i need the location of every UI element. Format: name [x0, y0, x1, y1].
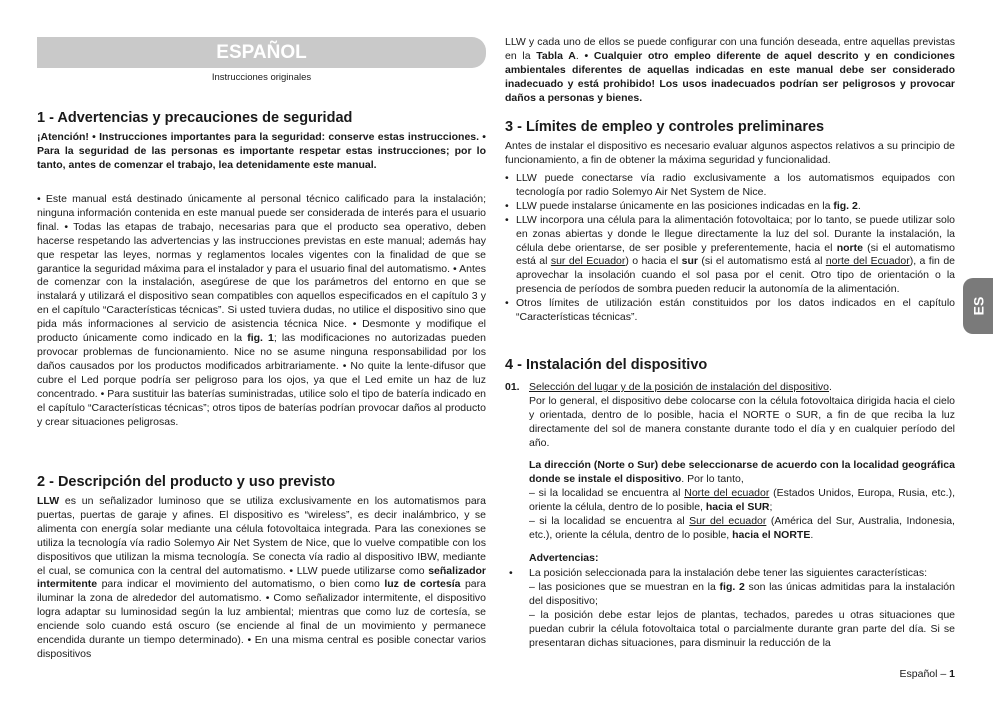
- orientation-rule: La dirección (Norte o Sur) debe seleccionarse de acuerdo con la localidad geográfica donde se instale el dispositivo. Por lo tanto, – si la localidad se encuentra al Norte del ecuador (Estados Unidos, Europa, Rusia, etc.), oriente la célula, dentro de lo posible, hacia el SUR; – si la localidad se encuentra al Sur del ecuador (América del Sur, Australia, Indonesia, etc.), oriente la célula, dentro de lo posible, hacia el NORTE.: [529, 459, 955, 541]
- language-banner: ESPAÑOL: [37, 37, 486, 68]
- section-2-continuation: LLW y cada uno de ellos se puede configurar con una función deseada, entre aquellas previstas en la Tabla A. • Cualquier otro empleo diferente de aquel descrito y en condiciones ambientales diferentes de aquellas indicadas en este manual debe ser considerado inadecuado y está prohibido! Los usos inadecuados podrían ser peligrosos y provocar daños a personas y bienes.: [505, 36, 955, 104]
- list-item: • LLW puede conectarse vía radio exclusivamente a los automatismos equipados con tecnología por radio Solemyo Air Net System de Nice.: [505, 172, 955, 200]
- section-1-safety-intro: ¡Atención! • Instrucciones importantes para la seguridad: conserve estas instrucciones. • Para la seguridad de las personas es importante respetar estas instrucciones; por lo tanto, antes de comenzar el trabajo, lea detenidamente este manual.: [37, 131, 486, 171]
- list-item: • Otros límites de utilización están constituidos por los datos indicados en el capítulo “Características técnicas”.: [505, 297, 955, 325]
- section-2-title: 2 - Descripción del producto y uso previsto: [37, 474, 336, 490]
- page-number: 1: [949, 668, 955, 680]
- section-1-body: • Este manual está destinado únicamente al personal técnico calificado para la instalación; ninguna información contenida en este manual puede ser considerada de interés para el usuario final. • Todas las etapas de trabajo, necesarias para que el producto sea operativo, deben hacerse respetando las advertencias y las instrucciones previstas en este manual; además hay que respetar las leyes, normas y reglamentos locales vigentes con la finalidad de que se garantice la seguridad máxima para el instalador y para el usuario final del automatismo. • Antes de comenzar con la instalación, asegúrese de que los parámetros del entorno en que se instalará y utilizará el dispositivo sean compatibles con aquellos especificados en el capítulo 3 y en el capítulo “Características técnicas”. Si usted tuviera dudas, no utilice el dispositivo sino que pida más informaciones al servicio de asistencia técnica Nice. • Desmonte y modifique el producto únicamente como indicado en la fig. 1; las modificaciones no autorizadas pueden provocar problemas de funcionamiento. Nice no se asume ninguna responsabilidad por los daños causados por los productos modificados arbitrariamente. • No quite la lente-difusor que cubre el Led porque podría ser peligroso para los ojos, ya que el Led emite un haz de luz concentrado. • Para sustituir las baterías suministradas, utilice solo el tipo de batería indicado en el capítulo “Características técnicas”; otros tipos de baterías podrían provocar daños al producto y crear situaciones peligrosas.: [37, 193, 487, 428]
- section-4-title: 4 - Instalación del dispositivo: [505, 357, 708, 373]
- section-3-intro: Antes de instalar el dispositivo es necesario evaluar algunos aspectos relativos a su principio de funcionamiento, a fin de obtener la máxima seguridad y funcionalidad.: [505, 140, 955, 166]
- list-item: • LLW puede instalarse únicamente en las posiciones indicadas en la fig. 2.: [505, 200, 955, 214]
- warnings-text: La posición seleccionada para la instalación debe tener las siguientes características: – las posiciones que se muestran en la fig. 2 son las únicas admitidas para la instalación del dispositivo; – la posición debe estar lejos de plantas, techados, paredes u otras situaciones que puedan cubrir la célula fotovoltaica total o parcialmente durante gran parte del día. Si se presentaran dichas situaciones, para disminuir la reducción de la: [529, 567, 955, 649]
- step-number: 01.: [505, 381, 520, 393]
- document-subtitle: Instrucciones originales: [211, 72, 312, 83]
- step-1-text: Selección del lugar y de la posición de instalación del dispositivo. Por lo general, el dispositivo debe colocarse con la célula fotovoltaica dirigida hacia el cielo y orientada, dentro de lo posible, hacia el NORTE o SUR, a fin de que reciba la luz directamente del sol de manera constante durante todo el día y en cualquier período del año.: [529, 381, 955, 449]
- list-item: • LLW incorpora una célula para la alimentación fotovoltaica; por lo tanto, se puede utilizar solo en zonas abiertas y donde le llegue directamente la luz del sol. Durante la instalación, la célula debe orientarse, de ser posible y preferentemente, hacia el norte (si el automatismo está al sur del Ecuador) o hacia el sur (si el automatismo está al norte del Ecuador), a fin de aprovechar la insolación cuando el sol pasa por el cenit. Otro tipo de orientación o la presencia de períodos de sombra pueden reducir la autonomía de la alimentación.: [505, 214, 955, 297]
- warnings-bullet: •: [509, 567, 513, 579]
- page-footer: Español – 1: [899, 668, 955, 680]
- warnings-title: Advertencias:: [529, 552, 599, 564]
- section-2-body: LLW es un señalizador luminoso que se utiliza exclusivamente en los automatismos para puertas, puertas de garaje y afines. El dispositivo es “wireless”, es decir inalámbrico, y se alimenta con energía solar mediante una célula fotovoltaica integrada. Para las conexiones se utiliza la tecnología vía radio Solemyo Air Net System de Nice, que lo vuelve compatible con los dispositivos que utilizan la misma tecnología. Se conecta vía radio al dispositivo IBW, mediante el cual, se comunica con la central del automatismo. • LLW puede utilizarse como señalizador intermitente para indicar el movimiento del automatismo, o bien como luz de cortesía para iluminar la zona de alrededor del automatismo. • Como señalizador intermitente, el dispositivo logra adaptar su luminosidad según la luz ambiental; mientras que como luz de cortesía, se enciende solo cuando está oscuro (se enciende al final de un movimiento y permanece encendida durante un tiempo determinado). • En una misma central es posible conectar varios dispositivos: [37, 495, 486, 660]
- section-3-bullets: [505, 172, 955, 325]
- section-3-title: 3 - Límites de empleo y controles preliminares: [505, 119, 825, 135]
- language-side-tab: ES: [963, 278, 993, 334]
- section-1-title: 1 - Advertencias y precauciones de seguridad: [37, 110, 353, 126]
